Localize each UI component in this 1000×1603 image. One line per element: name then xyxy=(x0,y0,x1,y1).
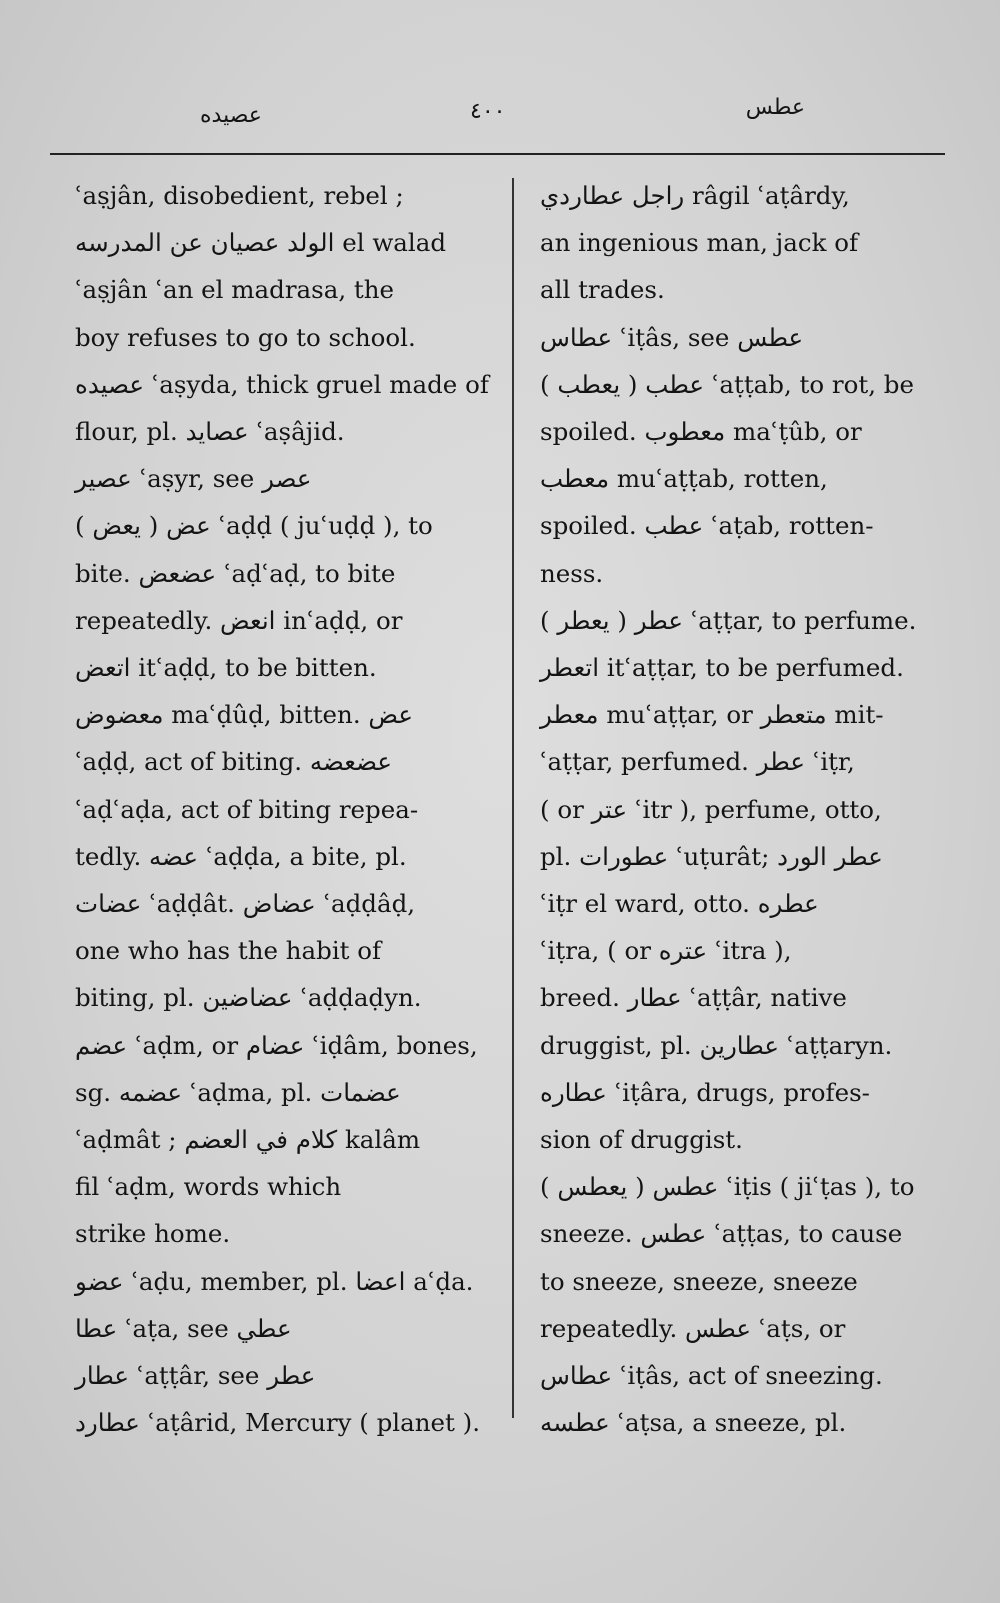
text-line: الولد عصيان عن المدرسه el walad xyxy=(75,228,447,258)
text-line: pl. عطورات ʿuṭurât; عطر الورد xyxy=(540,841,883,871)
text-line: عضم ʿaḍm, or عضام ʿiḍâm, bones, xyxy=(75,1030,478,1060)
text-line: biting, pl. عضاضين ʿaḍḍaḍyn. xyxy=(75,983,422,1013)
text-line: bite. عضعض ʿaḍʿaḍ, to bite xyxy=(75,558,396,588)
text-line: عطسه ʿaṭsa, a sneeze, pl. xyxy=(540,1408,847,1438)
header-right-guide-word: عطس xyxy=(745,95,805,120)
text-line: druggist, pl. عطارين ʿaṭṭaryn. xyxy=(540,1030,893,1060)
text-line: ʿiṭr el ward, otto. عطره xyxy=(540,889,819,919)
text-line: tedly. عضه ʿaḍḍa, a bite, pl. xyxy=(75,841,407,871)
text-line: معضوض maʿḍûḍ, bitten. عض xyxy=(75,700,414,730)
text-line: strike home. xyxy=(75,1219,231,1249)
text-line: ʿaṣjân, disobedient, rebel ; xyxy=(75,181,404,210)
text-line: ʿaṭṭar, perfumed. عطر ʿiṭr, xyxy=(540,747,855,777)
text-line: عض ( يعض ) ʿaḍḍ ( juʿuḍḍ ), to xyxy=(75,511,433,541)
text-line: عضو ʿaḍu, member, pl. اعضا aʿḍa. xyxy=(75,1266,474,1296)
page-header xyxy=(50,85,945,155)
text-line: all trades. xyxy=(540,275,665,305)
text-line: عطب ( يعطب ) ʿaṭṭab, to rot, be xyxy=(540,369,914,399)
text-line: breed. عطار ʿaṭṭâr, native xyxy=(540,983,847,1013)
text-line: عصير ʿaṣyr, see عصر xyxy=(75,464,312,494)
text-line: flour, pl. عصايد ʿaṣâjid. xyxy=(75,417,345,447)
text-line: معطر muʿaṭṭar, or متعطر mit- xyxy=(540,700,884,730)
text-line: boy refuses to go to school. xyxy=(75,322,416,352)
left-column xyxy=(75,172,500,1446)
text-line: عطس ( يعطس ) ʿiṭis ( jiʿṭas ), to xyxy=(540,1172,915,1202)
right-column xyxy=(540,172,955,1446)
text-line: عطارد ʿaṭârid, Mercury ( planet ). xyxy=(75,1408,480,1438)
text-line: ness. xyxy=(540,558,604,588)
text-line: sg. عضمه ʿaḍma, pl. عضمات xyxy=(75,1077,401,1107)
text-line: fil ʿaḍm, words which xyxy=(75,1172,342,1202)
text-line: one who has the habit of xyxy=(75,936,382,966)
text-line: عطاره ʿiṭâra, drugs, profes- xyxy=(540,1077,870,1107)
text-line: repeatedly. انعض inʿaḍḍ, or xyxy=(75,605,403,635)
text-line: عطاس ʿiṭâs, act of sneezing. xyxy=(540,1361,883,1391)
text-line: عطار ʿaṭṭâr, see عطر xyxy=(75,1361,316,1391)
text-line: ʿaḍmât ; كلام في العضم kalâm xyxy=(75,1125,421,1155)
text-line: اتعطر itʿaṭṭar, to be perfumed. xyxy=(540,653,904,683)
text-line: عضات ʿaḍḍât. عضاض ʿaḍḍâḍ, xyxy=(75,889,416,919)
text-line: ʿiṭra, ( or عتره ʿitra ), xyxy=(540,936,792,966)
text-line: spoiled. معطوب maʿṭûb, or xyxy=(540,417,862,447)
text-line: ʿaḍḍ, act of biting. عضعضه xyxy=(75,747,392,777)
header-rule xyxy=(50,153,945,155)
text-line: معطب muʿaṭṭab, rotten, xyxy=(540,464,828,494)
header-left-guide-word: عصيده xyxy=(200,103,262,128)
text-line: repeatedly. عطس ʿaṭs, or xyxy=(540,1313,846,1343)
page-number: ٤٠٠ xyxy=(470,99,506,124)
text-line: spoiled. عطب ʿaṭab, rotten- xyxy=(540,511,874,541)
text-line: ʿaṣjân ʿan el madrasa, the xyxy=(75,275,395,305)
text-line: ( or عتر ʿitr ), perfume, otto, xyxy=(540,794,882,824)
text-line: an ingenious man, jack of xyxy=(540,228,859,258)
text-line: راجل عطاردي râgil ʿaṭârdy, xyxy=(540,181,850,210)
text-line: اتعض itʿaḍḍ, to be bitten. xyxy=(75,653,377,683)
text-line: sion of druggist. xyxy=(540,1125,743,1155)
text-line: عطا ʿaṭa, see عطي xyxy=(75,1313,292,1343)
text-line: to sneeze, sneeze, sneeze xyxy=(540,1266,858,1296)
text-line: ʿaḍʿaḍa, act of biting repea- xyxy=(75,794,419,824)
text-line: عصيده ʿaṣyda, thick gruel made of xyxy=(75,369,489,399)
text-line: عطاس ʿiṭâs, see عطس xyxy=(540,322,804,352)
text-line: sneeze. عطس ʿaṭṭas, to cause xyxy=(540,1219,903,1249)
column-divider xyxy=(512,178,514,1418)
text-line: عطر ( يعطر ) ʿaṭṭar, to perfume. xyxy=(540,605,917,635)
